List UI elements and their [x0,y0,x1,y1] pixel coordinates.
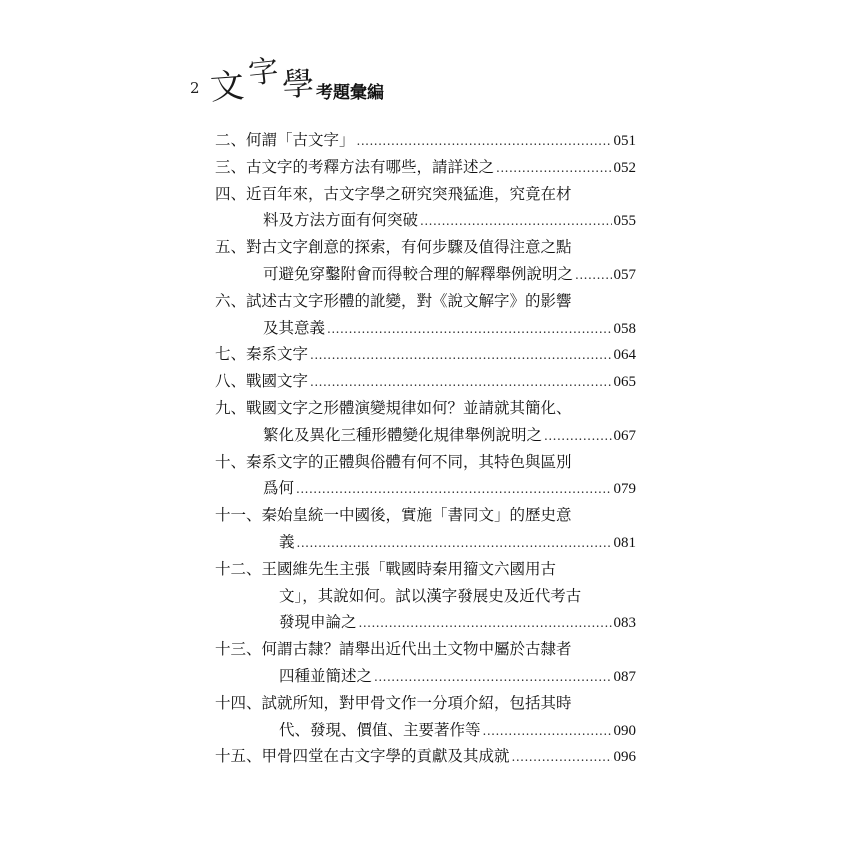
toc-entry-line [215,449,636,476]
dot-leader [483,718,612,745]
dot-leader [297,530,612,557]
toc-entry-number: 六、 [215,291,247,310]
toc-entry-number: 十三、 [215,640,262,659]
toc-entry-line [215,556,636,583]
book-title-char-3: 學 [281,64,316,104]
toc-entry-title: 何謂「古文字」 [246,131,355,149]
toc-entry-title: 戰國文字之形體演變規律如何？並請就其簡化、 [246,398,572,417]
toc-entry-line [215,341,636,368]
toc-page-number: 087 [613,668,636,685]
toc-entry-line [215,583,636,610]
toc-page-number: 051 [613,133,636,149]
toc-entry-title: 爲何 [263,479,295,498]
toc-entry-line [215,127,636,154]
toc-entry-title: 近百年來，古文字學之研究突飛猛進，究竟在材 [246,184,572,203]
toc-entry-line [215,475,636,502]
toc-entry-title: 四種並簡述之 [279,666,373,685]
toc-entry-title: 料及方法方面有何突破 [263,211,419,230]
dot-leader [327,316,611,343]
toc-entry-title: 古文字的考釋方法有哪些，請詳述之 [246,157,495,176]
toc-page-number: 096 [613,749,636,766]
toc-entry-line [215,288,636,315]
toc-page-number: 057 [613,266,636,283]
toc-entry-number: 十五、 [215,747,262,766]
page-header [190,45,490,109]
toc-entry-number: 八、 [215,372,247,391]
dot-leader [544,423,611,450]
toc-entry-line [215,422,636,449]
toc-entry-number: 十、 [215,452,247,471]
toc-entry-number: 五、 [215,238,247,257]
dot-leader [310,342,611,369]
toc-entry-title: 秦系文字的正體與俗體有何不同，其特色與區別 [246,452,572,471]
toc-entry-title: 秦始皇統一中國後，實施「書同文」的歷史意 [261,506,572,525]
toc-entry-line [215,261,636,288]
toc-page-number: 052 [613,159,636,176]
toc-entry-number: 十四、 [215,693,262,712]
toc-entry-title: 試述古文字形體的訛變，對《說文解字》的影響 [246,291,572,310]
page-number: 2 [190,79,200,97]
toc-page-number: 058 [613,320,636,337]
toc-entry-number: 十二、 [215,559,262,578]
dot-leader [420,208,611,235]
toc-entry-title: 繁化及異化三種形體變化規律舉例說明之 [263,425,543,444]
toc-entry-line [215,690,636,717]
dot-leader [512,744,612,771]
dot-leader [310,369,611,396]
toc-entry-title: 甲骨四堂在古文字學的貢獻及其成就 [261,747,510,766]
toc-entry-line [215,502,636,529]
toc-entry-title: 文」，其說如何。試以漢字發展史及近代考古 [279,586,582,605]
dot-leader [359,610,612,637]
toc-entry-title: 代、發現、價值、主要著作等 [279,720,481,739]
toc-entry-line [215,717,636,744]
toc-entry-line [215,368,636,395]
toc-entry-line [215,315,636,342]
dot-leader [575,262,611,289]
toc-page-number: 065 [613,374,636,391]
toc-entry-title: 對古文字創意的探索，有何步驟及值得注意之點 [246,238,572,257]
toc-entry-line [215,154,636,181]
toc-entry-line [215,207,636,234]
toc-entry-title: 可避免穿鑿附會而得較合理的解釋舉例說明之 [263,264,574,283]
toc-entry-title: 王國維先生主張「戰國時秦用籀文六國用古 [261,559,557,578]
toc-entry-line [215,395,636,422]
table-of-contents [215,127,636,770]
toc-page-number: 055 [613,213,636,230]
toc-entry-line [215,181,636,208]
toc-entry-line [215,663,636,690]
toc-page-number: 079 [613,481,636,498]
book-title-char-2: 字 [246,53,281,92]
toc-entry-number: 四、 [215,184,247,203]
toc-entry-title: 戰國文字 [246,372,309,391]
toc-entry-title: 義 [279,532,295,551]
toc-entry-line [215,609,636,636]
toc-entry-line [215,529,636,556]
toc-entry-number: 十一、 [215,506,262,525]
toc-entry-number: 九、 [215,398,247,417]
dot-leader [496,155,611,182]
toc-page-number: 067 [613,427,636,444]
toc-page-number: 090 [613,722,636,739]
dot-leader [374,664,611,691]
toc-entry-title: 發現申論之 [279,613,357,632]
toc-page-number: 081 [613,534,636,551]
toc-entry-number: 七、 [215,345,247,364]
toc-entry-number: 二、 [215,131,247,149]
toc-entry-number: 三、 [215,157,247,176]
toc-page-number: 083 [613,615,636,632]
dot-leader [357,128,612,155]
book-title-char-1: 文 [208,65,246,109]
book-subtitle: 考題彙編 [316,83,384,103]
toc-entry-title: 及其意義 [263,318,326,337]
toc-entry-line [215,234,636,261]
dot-leader [296,476,611,503]
toc-entry-title: 何謂古隸？請舉出近代出土文物中屬於古隸者 [261,640,572,659]
toc-entry-line [215,636,636,663]
toc-entry-line [215,743,636,770]
toc-entry-title: 秦系文字 [246,345,309,364]
toc-page-number: 064 [613,347,636,364]
toc-entry-title: 試就所知，對甲骨文作一分項介紹，包括其時 [261,693,572,712]
